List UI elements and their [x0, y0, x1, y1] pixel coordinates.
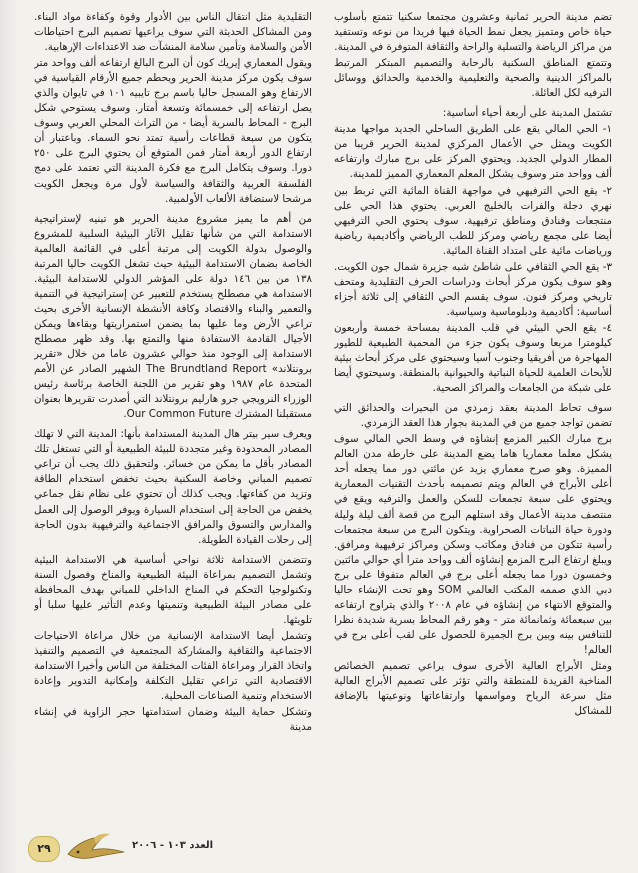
paragraph: ويعرف سير بيتر هال المدينة المستدامة بأنها: المدينة التي لا تهلك المصادر المحدودة وغير متجددة للبيئة الطبيعية أو التي تستغل تلك المصادر بأقل ما يمكن من خسائر. ولتحقيق ذلك يجب أن تراعي تصميم المباني وخاصة السكنية بحيث تخفض استخدام الطاقة وتزيد من كفاءتها. ويجب كذلك أن تحتوي على نظام نقل جماعي يخفض من الحاجة إلى استخدام السيارة ويوفر الوصول إلى العمل والمدارس والتسوق والمرافق الاجتماعية والترفيهية بدون الحاجة إلى رحلات القيادة الطويلة. [34, 428, 312, 546]
paragraph: تضم مدينة الحرير ثمانية وعشرون مجتمعا سكنيا تتمتع بأسلوب حياة خاص ومتميز يجعل نمط الحياة فيها فريدا من نوعه وتستفيد من مراكز الرياضة والتسلية والراحة والثقافة المتوفرة في المدينة. [334, 11, 612, 54]
text-columns [34, 10, 612, 828]
list-item: ٤- يقع الحي البيئي في قلب المدينة بمساحة خمسة وأربعون كيلومترا مربعا وسوف يكون جزء من المحمية الطبيعية للطيور المهاجرة من أفريقيا وجنوب آسيا وسيحتوي على مركز أبحاث بيئية للأبحاث العلمية للحياة النباتية والحيوانية بالمنطقة. وسيحتوي أيضا على شبكة من الجامعات والمراكز الصحية. [334, 321, 612, 395]
paragraph: وتشكل حماية البيئة وضمان استدامتها حجر الزاوية في إنشاء مدينة [34, 706, 312, 734]
list-item: ٢- يقع الحي الترفيهي في مواجهة القناة المائية التي تربط بين نهري دجلة والفرات بالخليج العربي. يحتوي هذا الحي على منتجعات وفنادق ومناطق ترفيهية. سوف يحتوي الحي الترفيهي أيضا على مجمع رياضي ومركز للطب الرياضي وأكاديمية رياضية ورياضات مائية على امتداد القناة المائية. [334, 184, 612, 257]
list-item: ١- الحي المالي يقع على الطريق الساحلي الجديد مواجها مدينة الكويت ويمثل حي الأعمال المركزي لمدينة الحرير قريبا من المطار الدولي الجديد. ويحتوي المركز على برج مبارك وارتفاعه ألف وواحد متر وسوف يشكل المعلم المعماري المميز للمدينة. [334, 123, 612, 181]
page-number: ٢٩ [28, 836, 60, 862]
right-column [334, 10, 612, 828]
paragraph: ويقول المعماري إيريك كون أن البرج البالغ ارتفاعه ألف وواحد متر سوف يكون مركز مدينة الحرير ويحطم جميع الأرقام القياسية في الارتفاع وهو المسجل حاليا باسم برج تايبيه ١٠١ في تايوان والذي يصل ارتفاعه إلى خمسمائة وتسعة أمتار. وسوف يستوحي شكل البرج - المحاط بالسرية أيضا - من التراث المحلي العربي وسوف يتكون من سبعة قطاعات رأسية تمتد نحو السماء. وباعتبار أن ارتفاع الدور أربعة أمتار فمن المتوقع أن يحتوي البرج على ٢٥٠ دورا. وسوف يتكامل البرج مع فكرة المدينة التي تعتمد على دمج الفلسفة العربية والثقافة والسياسة لأول مرة ويجعل الكويت مرشحا لاستضافة الألعاب الأولمبية. [34, 57, 312, 205]
paragraph: ومثل الأبراج العالية الأخرى سوف يراعي تصميم الخصائص المناخية الفريدة للمنطقة والتي تؤثر على تصميم الأبراج العالية مثل سرعة الرياح ومواسمها وارتفاعاتها ونوعيتها بالإضافة للمشاكل [334, 659, 612, 718]
paragraph: وتتمتع المناطق السكنية بالرحابة والتصميم المبتكر المرتبط بالمراكز الدينية والصحية والتعليمية والخدمية والحدائق ووسائل الترفيه لكل العائلة. [334, 57, 612, 100]
list-item: ٣- يقع الحي الثقافي على شاطئ شبه جزيرة شمال جون الكويت. وهو سوف يكون مركز أبحاث ودراسات الحرف التقليدية ومتحف تاريخي ومركز فنون. سوف يقسم الحي الثقافي إلى ثلاثة أجزاء أساسية: أكاديمية ودبلوماسية وسياسية. [334, 260, 612, 318]
paragraph: برج مبارك الكبير المزمع إنشاؤه في وسط الحي المالي سوف يشكل معلما معماريا هاما يضع المدينة على خارطة مدن العالم المميزة. وهو صرح معماري يزيد عن مائتي دور مما يجعله أحد أعلى الأبراج في العالم ويتم تصميمه بأحدث التقنيات المعمارية ويحتوي على سبعة تجمعات للسكن والعمل والترفيه ويقع في منتصف مدينة الأعمال وقد استلهم البرج من قصة ألف ليلة وليلة ودورة حياة النباتات الصحراوية. ويتكون البرج من سبعة مجتمعات رأسية تتكون من فنادق ومكاتب وسكن ومراكز ترفيهية ومرافق. ويبلغ ارتفاع البرج المزمع إنشاؤه ألف وواحد مترا أي حوالي مائتين وخمسون دورا مما يجعله أعلى برج في العالم متفوقا على برج دبي الذي صممه المكتب العالمي SOM وهو تحت الإنشاء حاليا والمتوقع الانتهاء من إنشاؤه في عام ٢٠٠٨ والذي يتراوح ارتفاعه بين سبعمائة وثمانمائة متر - وهو رقم المحاط بسرية شديدة نظرا للتنافس بينه وبين برج الجميرة للحصول على لقب أعلى برج في العالم! [334, 433, 612, 656]
paragraph: وتتضمن الاستدامة ثلاثة نواحي أساسية هي الاستدامة البيئية وتشمل التصميم بمراعاة البيئة الطبيعية والمناخ وفصول السنة وتكنولوجيا التحكم في المناخ الداخلي للمباني بهدف المحافظة على مصادر البيئة الطبيعية وتنميتها وعدم التأثير عليها سلبا أو تلويثها. [34, 553, 312, 626]
paragraph: وتشمل أيضا الاستدامة الإنسانية من خلال مراعاة الاحتياجات الاجتماعية والثقافية والمشاركة المجتمعية في التصميم والتنفيذ واتخاذ القرار ومراعاة الفئات المختلفة من الناس وأخيرا الاستدامة الاقتصادية التي تراعي تقليل التكلفة وإمكانية التدوير وإعادة الاستخدام وتنمية الصناعات المحلية. [34, 629, 312, 703]
left-column [34, 10, 312, 828]
page-footer [28, 830, 618, 866]
issue-label: العدد ١٠٣ - ٢٠٠٦ [132, 840, 214, 851]
paragraph: التقليدية مثل انتقال الناس بين الأدوار وقوة وكفاءة مواد البناء. ومن المشاكل الحديثة التي سوف يراعيها تصميم البرج احتياطات الأمن والسلامة وتأمين سلامة المنشآت ضد الاعتداءات الإرهابية. [34, 11, 312, 54]
bird-logo-icon [64, 832, 128, 862]
paragraph: من أهم ما يميز مشروع مدينة الحرير هو تبنيه لإستراتيجية الاستدامة التي من شأنها تقليل الآثار البيئية السلبية للمشروع والوصول بدولة الكويت إلى مرتبة أعلى في القائمة العالمية الخاصة بضمان الاستدامة البيئية حيث تشغل الكويت حاليا المرتبة ١٣٨ من بين ١٤٦ دولة على المؤشر الدولي للاستدامة البيئية. الاستدامة هي مصطلح يستخدم للتعبير عن إستراتيجية في التنمية والتعمير والبناء والاقتصاد وكافة الأنشطة الإنسانية الأخرى بحيث تراعي الأرض وما عليها بما يضمن استمراريتها وبقاءها ويمكن الأجيال القادمة الاستفادة منها والتمتع بها. وقد ظهر مصطلح الاستدامة إلى الوجود منذ حوالي عشرون عاما من خلال «تقرير برونتلاند» The Brundtland Report الشهير الصادر عن الأمم المتحدة عام ١٩٨٧ وهو تقرير من اللجنة الخاصة برئاسة رئيس الوزراء النرويجي جرو هارليم برونتلاند التي أصدرت تقريرها بعنوان مستقبلنا المشترك Our Common Future. [34, 212, 312, 421]
paragraph: سوف تحاط المدينة بعقد زمردي من البحيرات والحدائق التي تضمن تواجد جميع من في المدينة بجوار هذا العقد الزمردي. [334, 402, 612, 430]
paragraph: تشتمل المدينة على أربعة أحياء أساسية: [442, 107, 612, 120]
